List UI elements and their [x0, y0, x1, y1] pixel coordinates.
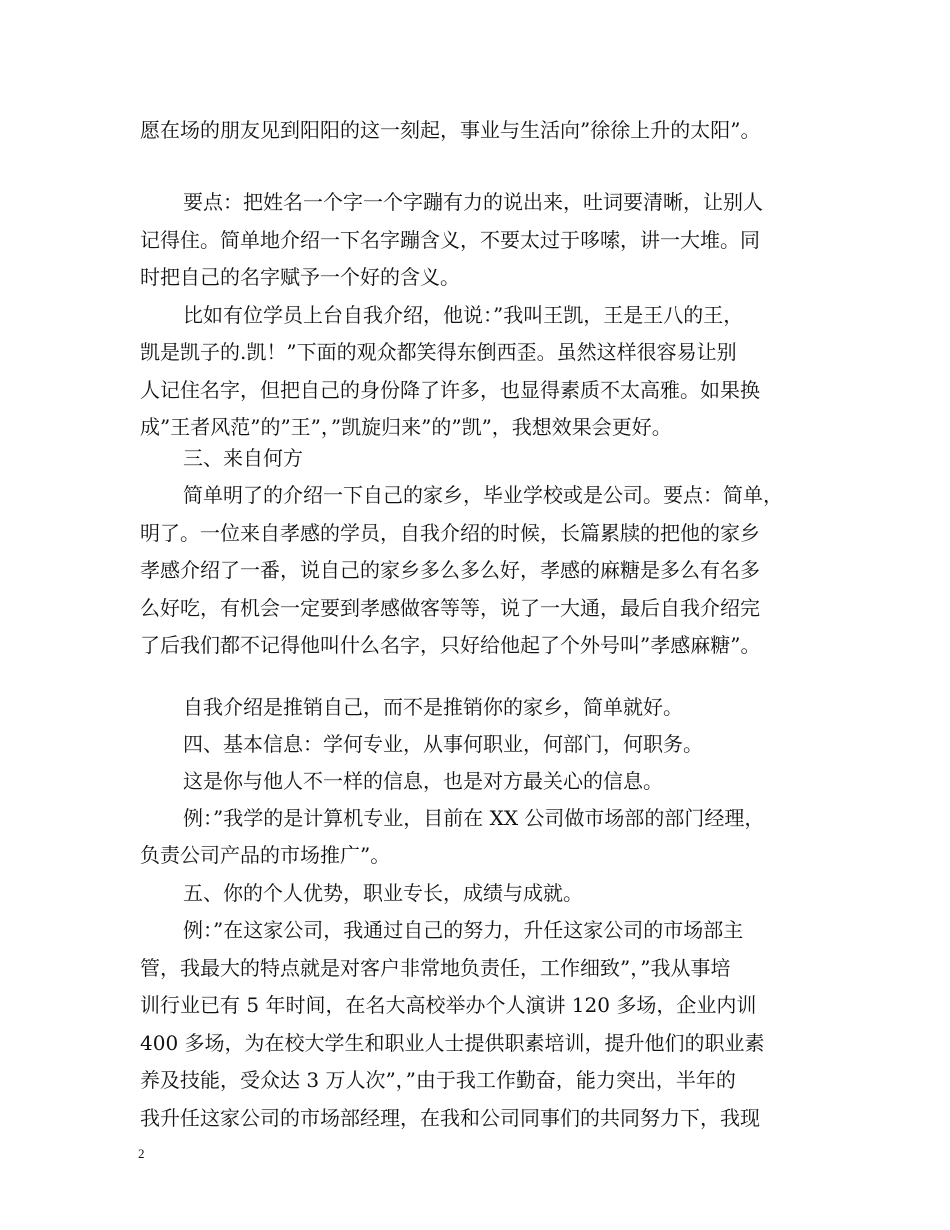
- text-line: 人记住名字，但把自己的身份降了许多，也显得素质不太高雅。如果换: [140, 378, 760, 402]
- text-line: 孝感介绍了一番，说自己的家乡多么多么好，孝感的麻糖是多么有名多: [140, 558, 760, 582]
- text-line: 凯是凯子的.凯！”下面的观众都笑得东倒西歪。虽然这样很容易让别: [140, 340, 737, 364]
- section-heading: 三、来自何方: [183, 446, 303, 470]
- text-line: 明了。一位来自孝感的学员，自我介绍的时候，长篇累牍的把他的家乡: [140, 521, 760, 545]
- text-line: 时把自己的名字赋予一个好的含义。: [140, 265, 460, 289]
- text-line: 这是你与他人不一样的信息，也是对方最关心的信息。: [183, 769, 663, 793]
- text-line: 自我介绍是推销自己，而不是推销你的家乡，简单就好。: [183, 695, 683, 719]
- text-line: 训行业已有 5 年时间，在名大高校举办个人演讲 120 多场，企业内训: [140, 993, 757, 1017]
- text-line: 么好吃，有机会一定要到孝感做客等等，说了一大通，最后自我介绍完: [140, 596, 760, 620]
- text-line: 我升任这家公司的市场部经理，在我和公司同事们的共同努力下，我现: [140, 1106, 760, 1130]
- text-line: 记得住。简单地介绍一下名字蹦含义，不要太过于哆嗦，讲一大堆。同: [140, 228, 760, 252]
- text-line: 成”王者风范”的”王”，”凯旋归来”的”凯”，我想效果会更好。: [140, 415, 672, 439]
- text-line: 比如有位学员上台自我介绍，他说：”我叫王凯，王是王八的王，: [183, 303, 744, 327]
- text-line: 了后我们都不记得他叫什么名字，只好给他起了个外号叫”孝感麻糖”。: [140, 633, 761, 657]
- text-line: 负责公司产品的市场推广”。: [140, 843, 391, 867]
- section-heading: 五、你的个人优势，职业专长，成绩与成就。: [183, 881, 583, 905]
- section-heading: 四、基本信息：学何专业，从事何职业，何部门，何职务。: [183, 732, 703, 756]
- text-line: 愿在场的朋友见到阳阳的这一刻起，事业与生活向”徐徐上升的太阳”。: [140, 118, 761, 142]
- text-line: 例：”在这家公司，我通过自己的努力，升任这家公司的市场部主: [183, 918, 744, 942]
- page-number: 2: [138, 1146, 145, 1161]
- text-line: 简单明了的介绍一下自己的家乡，毕业学校或是公司。要点：简单，: [183, 483, 783, 507]
- text-line: 400 多场，为在校大学生和职业人士提供职素培训，提升他们的职业素: [140, 1031, 765, 1055]
- text-line: 例：”我学的是计算机专业，目前在 XX 公司做市场部的部门经理，: [183, 806, 765, 830]
- text-line: 养及技能，受众达 3 万人次”，”由于我工作勤奋，能力突出，半年的: [140, 1068, 736, 1092]
- text-line: 管，我最大的特点就是对客户非常地负责任，工作细致”，”我从事培: [140, 956, 731, 980]
- text-line: 要点：把姓名一个字一个字蹦有力的说出来，吐词要清晰，让别人: [183, 190, 763, 214]
